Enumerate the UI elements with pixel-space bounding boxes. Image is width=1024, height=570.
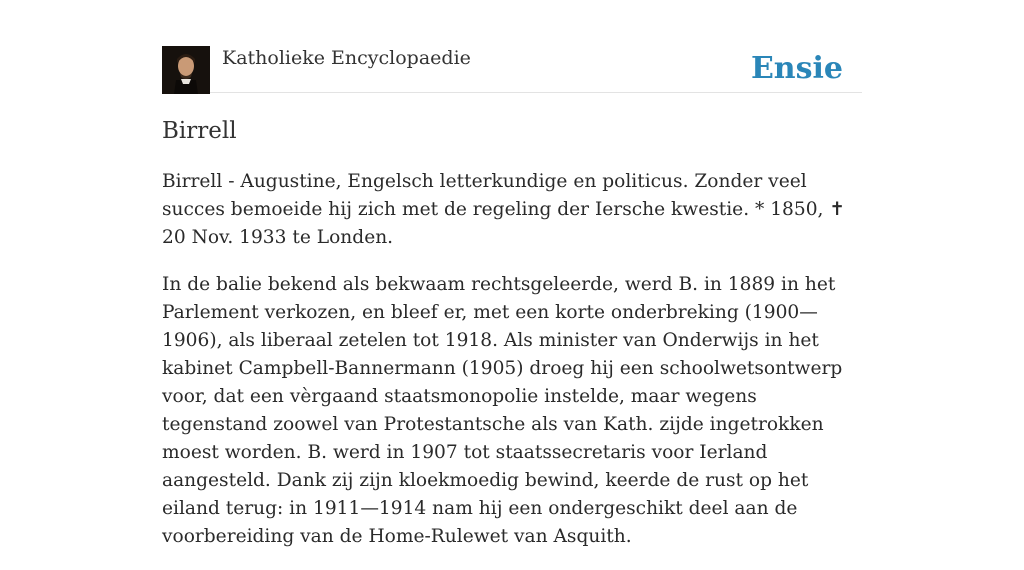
portrait-avatar-icon[interactable] [162, 46, 210, 94]
article-body [162, 168, 862, 570]
header [162, 0, 862, 93]
page [162, 0, 862, 547]
brand-logo[interactable]: Ensie [750, 51, 843, 86]
article-title: Birrell [162, 118, 237, 144]
article-paragraph: Birrell - Augustine, Engelsch letterkundige en politicus. Zonder veel succes bemoeide hij zich met de regeling der Iersche kwestie. * 1850, ✝ 20 Nov. 1933 te Londen. [162, 171, 845, 248]
site-name[interactable]: Katholieke Encyclopaedie [222, 47, 471, 69]
article-paragraph: In de balie bekend als bekwaam rechtsgeleerde, werd B. in 1889 in het Parlement verkozen, en bleef er, met een korte onderbreking (1900—1906), als liberaal zetelen tot 1918. Als minister van Onderwijs in het kabinet Campbell-Bannermann (1905) droeg hij een schoolwetsontwerp voor, dat een vèrgaand staatsmonopolie instelde, maar wegens tegenstand zoowel van Protestantsche als van Kath. zijde ingetrokken moest worden. B. werd in 1907 tot staatssecretaris voor Ierland aangesteld. Dank zij zijn kloekmoedig bewind, keerde de rust op het eiland terug: in 1911—1914 nam hij een ondergeschikt deel aan de voorbereiding van de Home-Rulewet van Asquith. [162, 274, 843, 547]
